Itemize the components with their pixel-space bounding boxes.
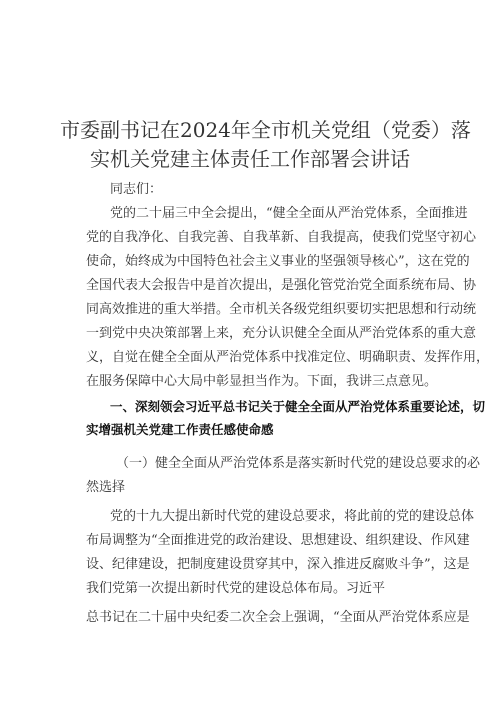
document-title-line-1: 市委副书记在2024年全市机关党组（党委）落	[60, 118, 471, 142]
paragraph-1-line-5: 同高效推进的重大举措。全市机关各级党组织要切实把思想和行动统	[86, 302, 477, 317]
document-title-line-2: 实机关党建主体责任工作部署会讲话	[90, 147, 410, 171]
section-heading-1-line-2: 实增强机关党建工作责任感使命感	[86, 422, 274, 437]
paragraph-1-line-8: 在服务保障中心大局中彰显担当作为。下面，我讲三点意见。	[86, 374, 438, 389]
paragraph-2-line-4: 我们党第一次提出新时代党的建设总体布局。习近平	[86, 581, 386, 596]
subheading-1-line-2: 然选择	[86, 480, 126, 495]
paragraph-2-line-5: 总书记在二十届中央纪委二次全会上强调，“全面从严治党体系应是	[86, 610, 470, 625]
paragraph-2-line-2: 布局调整为“全面推进党的政治建设、思想建设、组织建设、作风建	[86, 533, 470, 548]
paragraph-1-line-1: 党的二十届三中全会提出，“健全全面从严治党体系，全面推进	[110, 206, 468, 221]
paragraph-2-line-1: 党的十九大提出新时代党的建设总要求，将此前的党的建设总体	[110, 509, 475, 524]
paragraph-1-line-6: 一到党中央决策部署上来，充分认识健全全面从严治党体系的重大意	[86, 326, 477, 341]
paragraph-1-line-4: 全国代表大会报告中是首次提出，是强化管党治党全面系统布局、协	[86, 278, 477, 293]
paragraph-1-line-2: 党的自我净化、自我完善、自我革新、自我提高，使我们党坚守初心	[86, 230, 477, 245]
paragraph-2-line-3: 设、纪律建设，把制度建设贯穿其中，深入推进反腐败斗争”，这是	[86, 557, 470, 572]
paragraph-1-line-3: 使命，始终成为中国特色社会主义事业的坚强领导核心”，这在党的	[86, 254, 470, 269]
salutation: 同志们：	[110, 182, 163, 197]
section-heading-1-line-1: 一、深刻领会习近平总书记关于健全全面从严治党体系重要论述，切	[110, 399, 486, 414]
subheading-1-line-1: （一）健全全面从严治党体系是落实新时代党的建设总要求的必	[116, 456, 481, 471]
paragraph-1-line-7: 义，自觉在健全全面从严治党体系中找准定位、明确职责、发挥作用，	[86, 350, 490, 365]
